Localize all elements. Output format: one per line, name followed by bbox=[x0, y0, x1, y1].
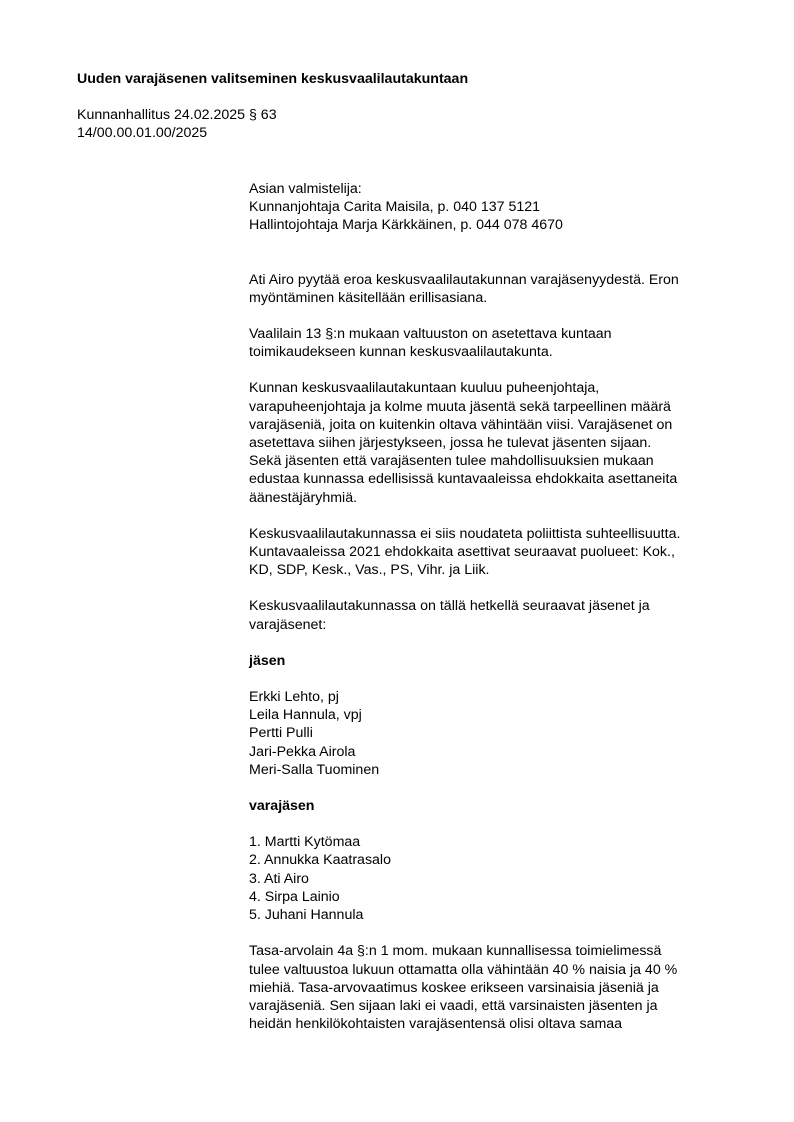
text-line: Vaalilain 13 §:n mukaan valtuuston on asetettava kuntaan bbox=[249, 326, 612, 343]
list-item: 5. Juhani Hannula bbox=[249, 907, 364, 924]
text-line: Sekä jäsenten että varajäsenten tulee mahdollisuuksien mukaan bbox=[249, 453, 654, 470]
list-item: Meri-Salla Tuominen bbox=[249, 761, 380, 778]
text-line: Keskusvaalilautakunnassa ei siis noudateta poliittista suhteellisuutta. bbox=[249, 525, 681, 542]
meeting-reference: Kunnanhallitus 24.02.2025 § 63 bbox=[77, 107, 277, 123]
text-line: KD, SDP, Kesk., Vas., PS, Vihr. ja Liik. bbox=[249, 562, 490, 579]
text-line: Tasa-arvolain 4a §:n 1 mom. mukaan kunnallisessa toimielimessä bbox=[249, 943, 662, 960]
list-item: 1. Martti Kytömaa bbox=[249, 834, 361, 851]
record-number: 14/00.00.01.00/2025 bbox=[77, 125, 208, 141]
text-line: edustaa kunnassa edellisissä kuntavaaleissa ehdokkaita asettaneita bbox=[249, 471, 678, 488]
preparer-heading: Asian valmistelija: bbox=[249, 181, 362, 197]
text-line: heidän henkilökohtaisten varajäsentensä olisi oltava samaa bbox=[249, 1016, 623, 1033]
text-line: tulee valtuustoa lukuun ottamatta olla vähintään 40 % naisia ja 40 % bbox=[249, 961, 678, 978]
document-title: Uuden varajäsenen valitseminen keskusvaalilautakuntaan bbox=[77, 71, 469, 87]
paragraph-current-members bbox=[249, 597, 749, 633]
text-line: Ati Airo pyytää eroa keskusvaalilautakunnan varajäsenyydestä. Eron bbox=[249, 271, 679, 288]
text-line: miehiä. Tasa-arvovaatimus koskee erikseen varsinaisia jäseniä ja bbox=[249, 979, 659, 996]
list-item: 3. Ati Airo bbox=[249, 870, 309, 887]
text-line: varajäseniä, joita on kuitenkin oltava vähintään viisi. Varajäsenet on bbox=[249, 416, 673, 433]
document-meta bbox=[77, 106, 277, 142]
list-item: Pertti Pulli bbox=[249, 725, 313, 742]
preparer-person-1: Kunnanjohtaja Carita Maisila, p. 040 137 5121 bbox=[249, 199, 541, 216]
list-item: Leila Hannula, vpj bbox=[249, 707, 362, 724]
deputies-heading: varajäsen bbox=[249, 798, 315, 815]
document-body bbox=[249, 180, 749, 1033]
preparer-person-2: Hallintojohtaja Marja Kärkkäinen, p. 044 078 4670 bbox=[249, 217, 563, 234]
paragraph-equality-act bbox=[249, 942, 749, 1033]
preparer-section bbox=[249, 180, 749, 235]
members-list bbox=[249, 688, 749, 779]
text-line: Keskusvaalilautakunnassa on tällä hetkellä seuraavat jäsenet ja bbox=[249, 598, 650, 615]
text-line: varajäseniä. Sen sijaan laki ei vaadi, että varsinaisten jäsenten ja bbox=[249, 997, 658, 1014]
paragraph-composition bbox=[249, 379, 749, 506]
list-item: 2. Annukka Kaatrasalo bbox=[249, 852, 391, 869]
text-line: varapuheenjohtaja ja kolme muuta jäsentä sekä tarpeellinen määrä bbox=[249, 398, 671, 415]
paragraph-election-law bbox=[249, 325, 749, 361]
list-item: 4. Sirpa Lainio bbox=[249, 888, 340, 905]
members-heading: jäsen bbox=[249, 652, 286, 669]
paragraph-proportionality bbox=[249, 525, 749, 580]
text-line: Kuntavaaleissa 2021 ehdokkaita asettivat seuraavat puolueet: Kok., bbox=[249, 544, 675, 561]
paragraph-resignation bbox=[249, 271, 749, 307]
list-item: Erkki Lehto, pj bbox=[249, 689, 339, 706]
deputies-list bbox=[249, 833, 749, 924]
list-item: Jari-Pekka Airola bbox=[249, 743, 356, 760]
text-line: varajäsenet: bbox=[249, 616, 327, 633]
text-line: äänestäjäryhmiä. bbox=[249, 489, 358, 506]
text-line: Kunnan keskusvaalilautakuntaan kuuluu puheenjohtaja, bbox=[249, 380, 600, 397]
text-line: myöntäminen käsitellään erillisasiana. bbox=[249, 289, 488, 306]
text-line: toimikaudekseen kunnan keskusvaalilautakunta. bbox=[249, 344, 553, 361]
text-line: asetettava siihen järjestykseen, jossa he tulevat jäsenten sijaan. bbox=[249, 435, 652, 452]
